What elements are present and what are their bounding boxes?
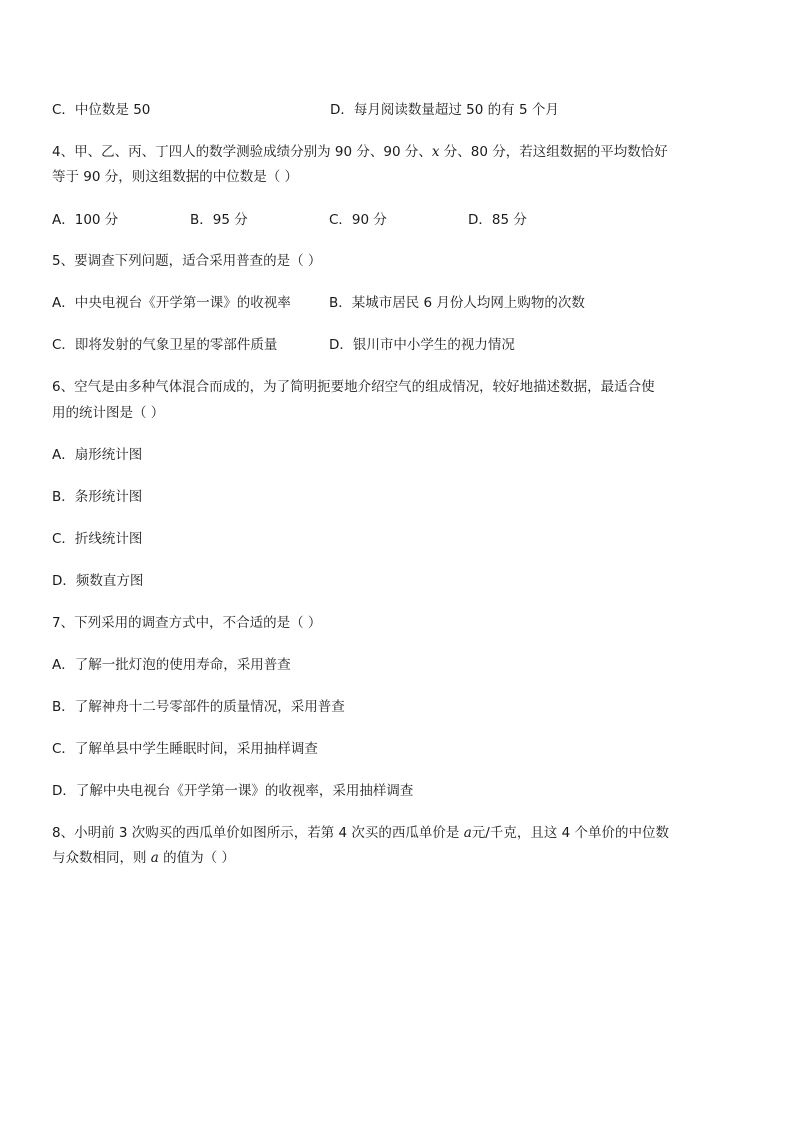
q3-option-c: C．中位数是 50 — [52, 102, 151, 118]
q4-option-d: D．85 分 — [468, 212, 527, 228]
q5-option-a: A．中央电视台《开学第一课》的收视率 — [52, 295, 291, 311]
q8-stem-line1 — [52, 823, 669, 843]
q8-stem-text-a: 8、小明前 3 次购买的西瓜单价如图所示，若第 4 次买的西瓜单价是 — [52, 825, 464, 841]
q7-option-a: A．了解一批灯泡的使用寿命，采用普查 — [52, 657, 291, 673]
q5-stem: 5、要调查下列问题，适合采用普查的是（ ） — [52, 253, 322, 269]
q8-variable-a-2: a — [150, 850, 159, 866]
q7-stem: 7、下列采用的调查方式中，不合适的是（ ） — [52, 615, 322, 631]
q4-option-b: B．95 分 — [190, 212, 248, 228]
q6-stem-line2: 用的统计图是（ ） — [52, 405, 165, 421]
q7-option-d: D．了解中央电视台《开学第一课》的收视率，采用抽样调查 — [52, 783, 414, 799]
q8-variable-a: a — [463, 825, 472, 841]
q6-option-d: D．频数直方图 — [52, 573, 144, 589]
q4-variable-x: x — [431, 144, 440, 160]
q4-option-c: C．90 分 — [329, 212, 387, 228]
q8-stem-line2 — [52, 848, 235, 868]
q8-stem-text-c: 与众数相同，则 — [52, 850, 151, 866]
q6-option-c: C．折线统计图 — [52, 531, 143, 547]
q7-option-c: C．了解单县中学生睡眠时间，采用抽样调查 — [52, 741, 318, 757]
q8-stem-text-d: 的值为（ ） — [158, 850, 235, 866]
q4-stem-text-a: 4、甲、乙、丙、丁四人的数学测验成绩分别为 90 分、90 分、 — [52, 144, 432, 160]
q8-stem-text-b: 元/千克，且这 4 个单价的中位数 — [471, 825, 670, 841]
q6-option-b: B．条形统计图 — [52, 489, 143, 505]
q3-option-d: D．每月阅读数量超过 50 的有 5 个月 — [330, 102, 559, 118]
q5-option-b: B．某城市居民 6 月份人均网上购物的次数 — [329, 295, 585, 311]
q6-stem-line1: 6、空气是由多种气体混合而成的，为了简明扼要地介绍空气的组成情况，较好地描述数据，最适合使 — [52, 379, 655, 395]
q4-stem-line1 — [52, 142, 668, 162]
q6-option-a: A．扇形统计图 — [52, 447, 143, 463]
q5-option-c: C．即将发射的气象卫星的零部件质量 — [52, 337, 278, 353]
q4-stem-text-b: 分、80 分，若这组数据的平均数恰好 — [439, 144, 668, 160]
q4-option-a: A．100 分 — [52, 212, 119, 228]
q7-option-b: B．了解神舟十二号零部件的质量情况，采用普查 — [52, 699, 345, 715]
q5-option-d: D．银川市中小学生的视力情况 — [329, 337, 515, 353]
q4-stem-line2: 等于 90 分，则这组数据的中位数是（ ） — [52, 169, 299, 185]
